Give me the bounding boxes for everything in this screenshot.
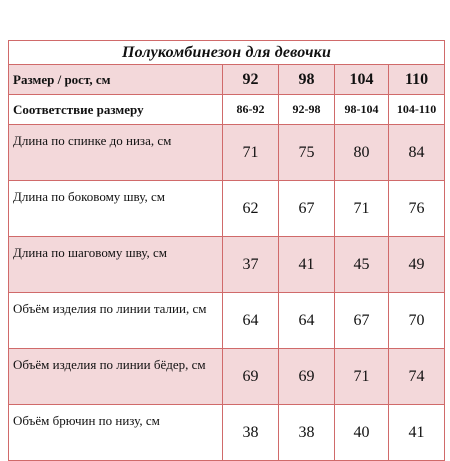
row-value: 38 <box>223 405 279 461</box>
row-label: Объём брючин по низу, см <box>9 405 223 461</box>
row-label: Объём изделия по линии бёдер, см <box>9 349 223 405</box>
size-header-row <box>9 65 445 95</box>
row-value: 64 <box>279 293 335 349</box>
row-value: 71 <box>335 349 389 405</box>
row-value: 70 <box>389 293 445 349</box>
row-value: 40 <box>335 405 389 461</box>
table-row <box>9 405 445 461</box>
row-value: 41 <box>389 405 445 461</box>
row-value: 62 <box>223 181 279 237</box>
row-label: Длина по спинке до низа, см <box>9 125 223 181</box>
row-value: 37 <box>223 237 279 293</box>
row-label: Длина по боковому шву, см <box>9 181 223 237</box>
size-header-cell: 104 <box>335 65 389 95</box>
correspondence-row <box>9 95 445 125</box>
row-value: 69 <box>223 349 279 405</box>
table-row <box>9 125 445 181</box>
row-value: 38 <box>279 405 335 461</box>
size-header-label: Размер / рост, см <box>9 65 223 95</box>
table-row <box>9 237 445 293</box>
row-value: 80 <box>335 125 389 181</box>
row-value: 69 <box>279 349 335 405</box>
row-label: Объём изделия по линии талии, см <box>9 293 223 349</box>
correspondence-cell: 98-104 <box>335 95 389 125</box>
row-value: 76 <box>389 181 445 237</box>
correspondence-cell: 104-110 <box>389 95 445 125</box>
correspondence-cell: 86-92 <box>223 95 279 125</box>
size-chart-table <box>8 40 445 461</box>
table-row <box>9 293 445 349</box>
size-header-cell: 110 <box>389 65 445 95</box>
row-value: 67 <box>335 293 389 349</box>
correspondence-label: Соответствие размеру <box>9 95 223 125</box>
title-row <box>9 41 445 65</box>
row-value: 74 <box>389 349 445 405</box>
table-title: Полукомбинезон для девочки <box>9 41 445 65</box>
size-header-cell: 98 <box>279 65 335 95</box>
row-value: 71 <box>335 181 389 237</box>
row-value: 71 <box>223 125 279 181</box>
row-label: Длина по шаговому шву, см <box>9 237 223 293</box>
table-row <box>9 181 445 237</box>
size-header-cell: 92 <box>223 65 279 95</box>
row-value: 67 <box>279 181 335 237</box>
row-value: 64 <box>223 293 279 349</box>
table-row <box>9 349 445 405</box>
row-value: 41 <box>279 237 335 293</box>
row-value: 84 <box>389 125 445 181</box>
row-value: 75 <box>279 125 335 181</box>
correspondence-cell: 92-98 <box>279 95 335 125</box>
row-value: 45 <box>335 237 389 293</box>
row-value: 49 <box>389 237 445 293</box>
